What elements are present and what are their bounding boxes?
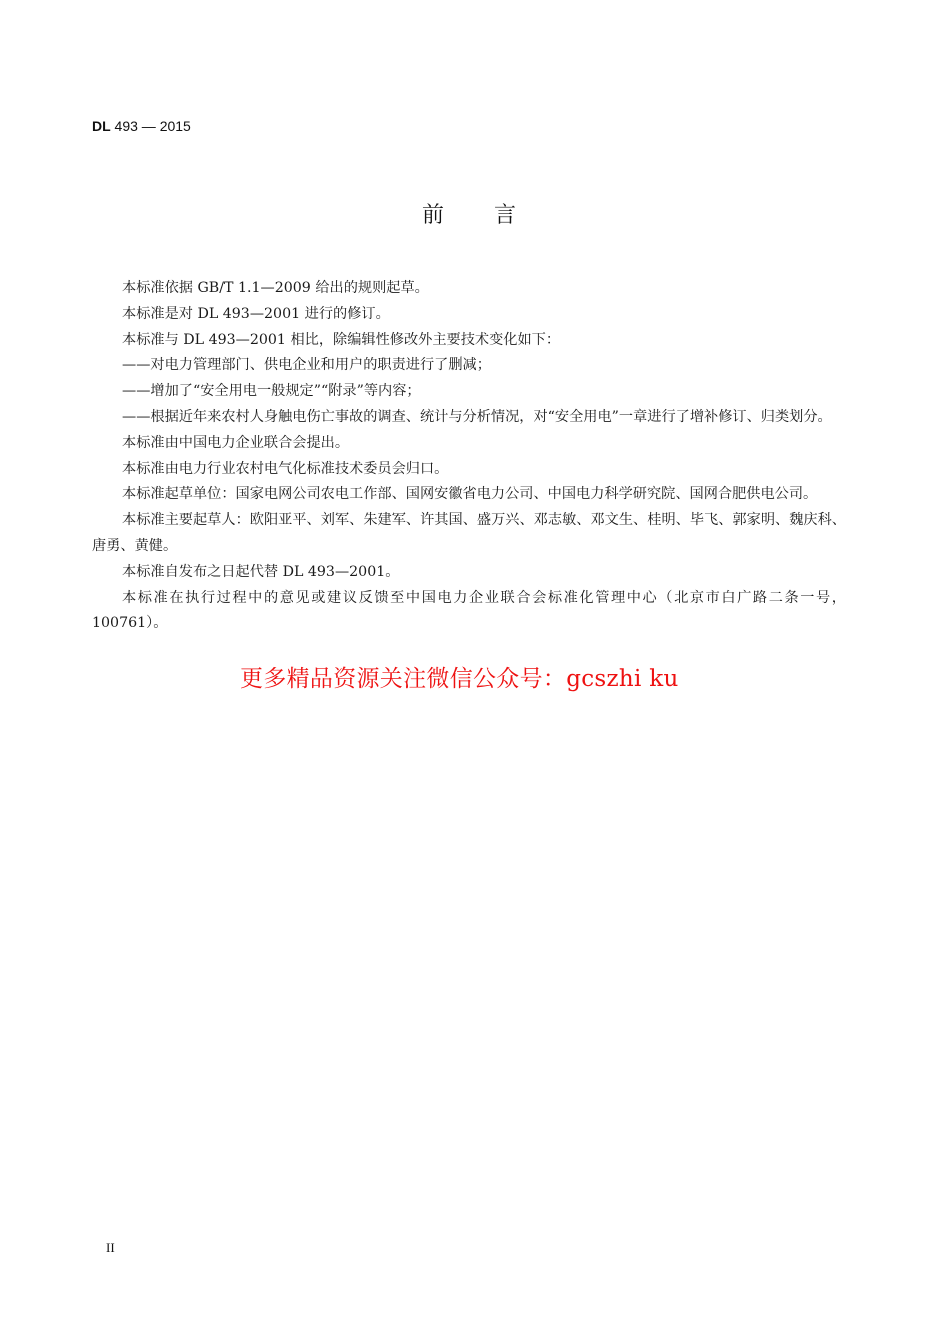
paragraph: 本标准主要起草人：欧阳亚平、刘军、朱建军、许其国、盛万兴、邓志敏、邓文生、桂明、毕飞、郭家明、魏庆科、唐勇、黄健。 [92, 512, 846, 554]
paragraph: 本标准在执行过程中的意见或建议反馈至中国电力企业联合会标准化管理中心（北京市白广路二条一号，100761）。 [92, 589, 846, 632]
paragraph: 本标准起草单位：国家电网公司农电工作部、国网安徽省电力公司、中国电力科学研究院、国网合肥供电公司。 [122, 486, 818, 503]
paragraph: 本标准与 DL 493—2001 相比，除编辑性修改外主要技术变化如下： [122, 331, 561, 348]
page-number: II [106, 1240, 115, 1255]
document-code-number: 493 — 2015 [110, 118, 191, 134]
paragraph: 本标准由中国电力企业联合会提出。 [122, 434, 350, 451]
paragraph: ——增加了“安全用电一般规定”“附录”等内容； [122, 383, 421, 400]
paragraph: 本标准由电力行业农村电气化标准技术委员会归口。 [122, 460, 449, 477]
paragraph: ——根据近年来农村人身触电伤亡事故的调查、统计与分析情况，对“安全用电”一章进行了增补修订、归类划分。 [122, 408, 832, 425]
document-code [92, 118, 191, 134]
paragraph: ——对电力管理部门、供电企业和用户的职责进行了删减； [122, 357, 491, 374]
paragraph: 本标准依据 GB/T 1.1—2009 给出的规则起草。 [122, 280, 429, 296]
document-code-prefix: DL [92, 118, 111, 134]
paragraph: 本标准自发布之日起代替 DL 493—2001。 [122, 563, 400, 580]
foreword-body [92, 276, 846, 637]
page-title: 前言 [421, 203, 566, 228]
paragraph: 本标准是对 DL 493—2001 进行的修订。 [122, 305, 390, 322]
watermark-notice: 更多精品资源关注微信公众号：gcszhi ku [240, 666, 679, 692]
